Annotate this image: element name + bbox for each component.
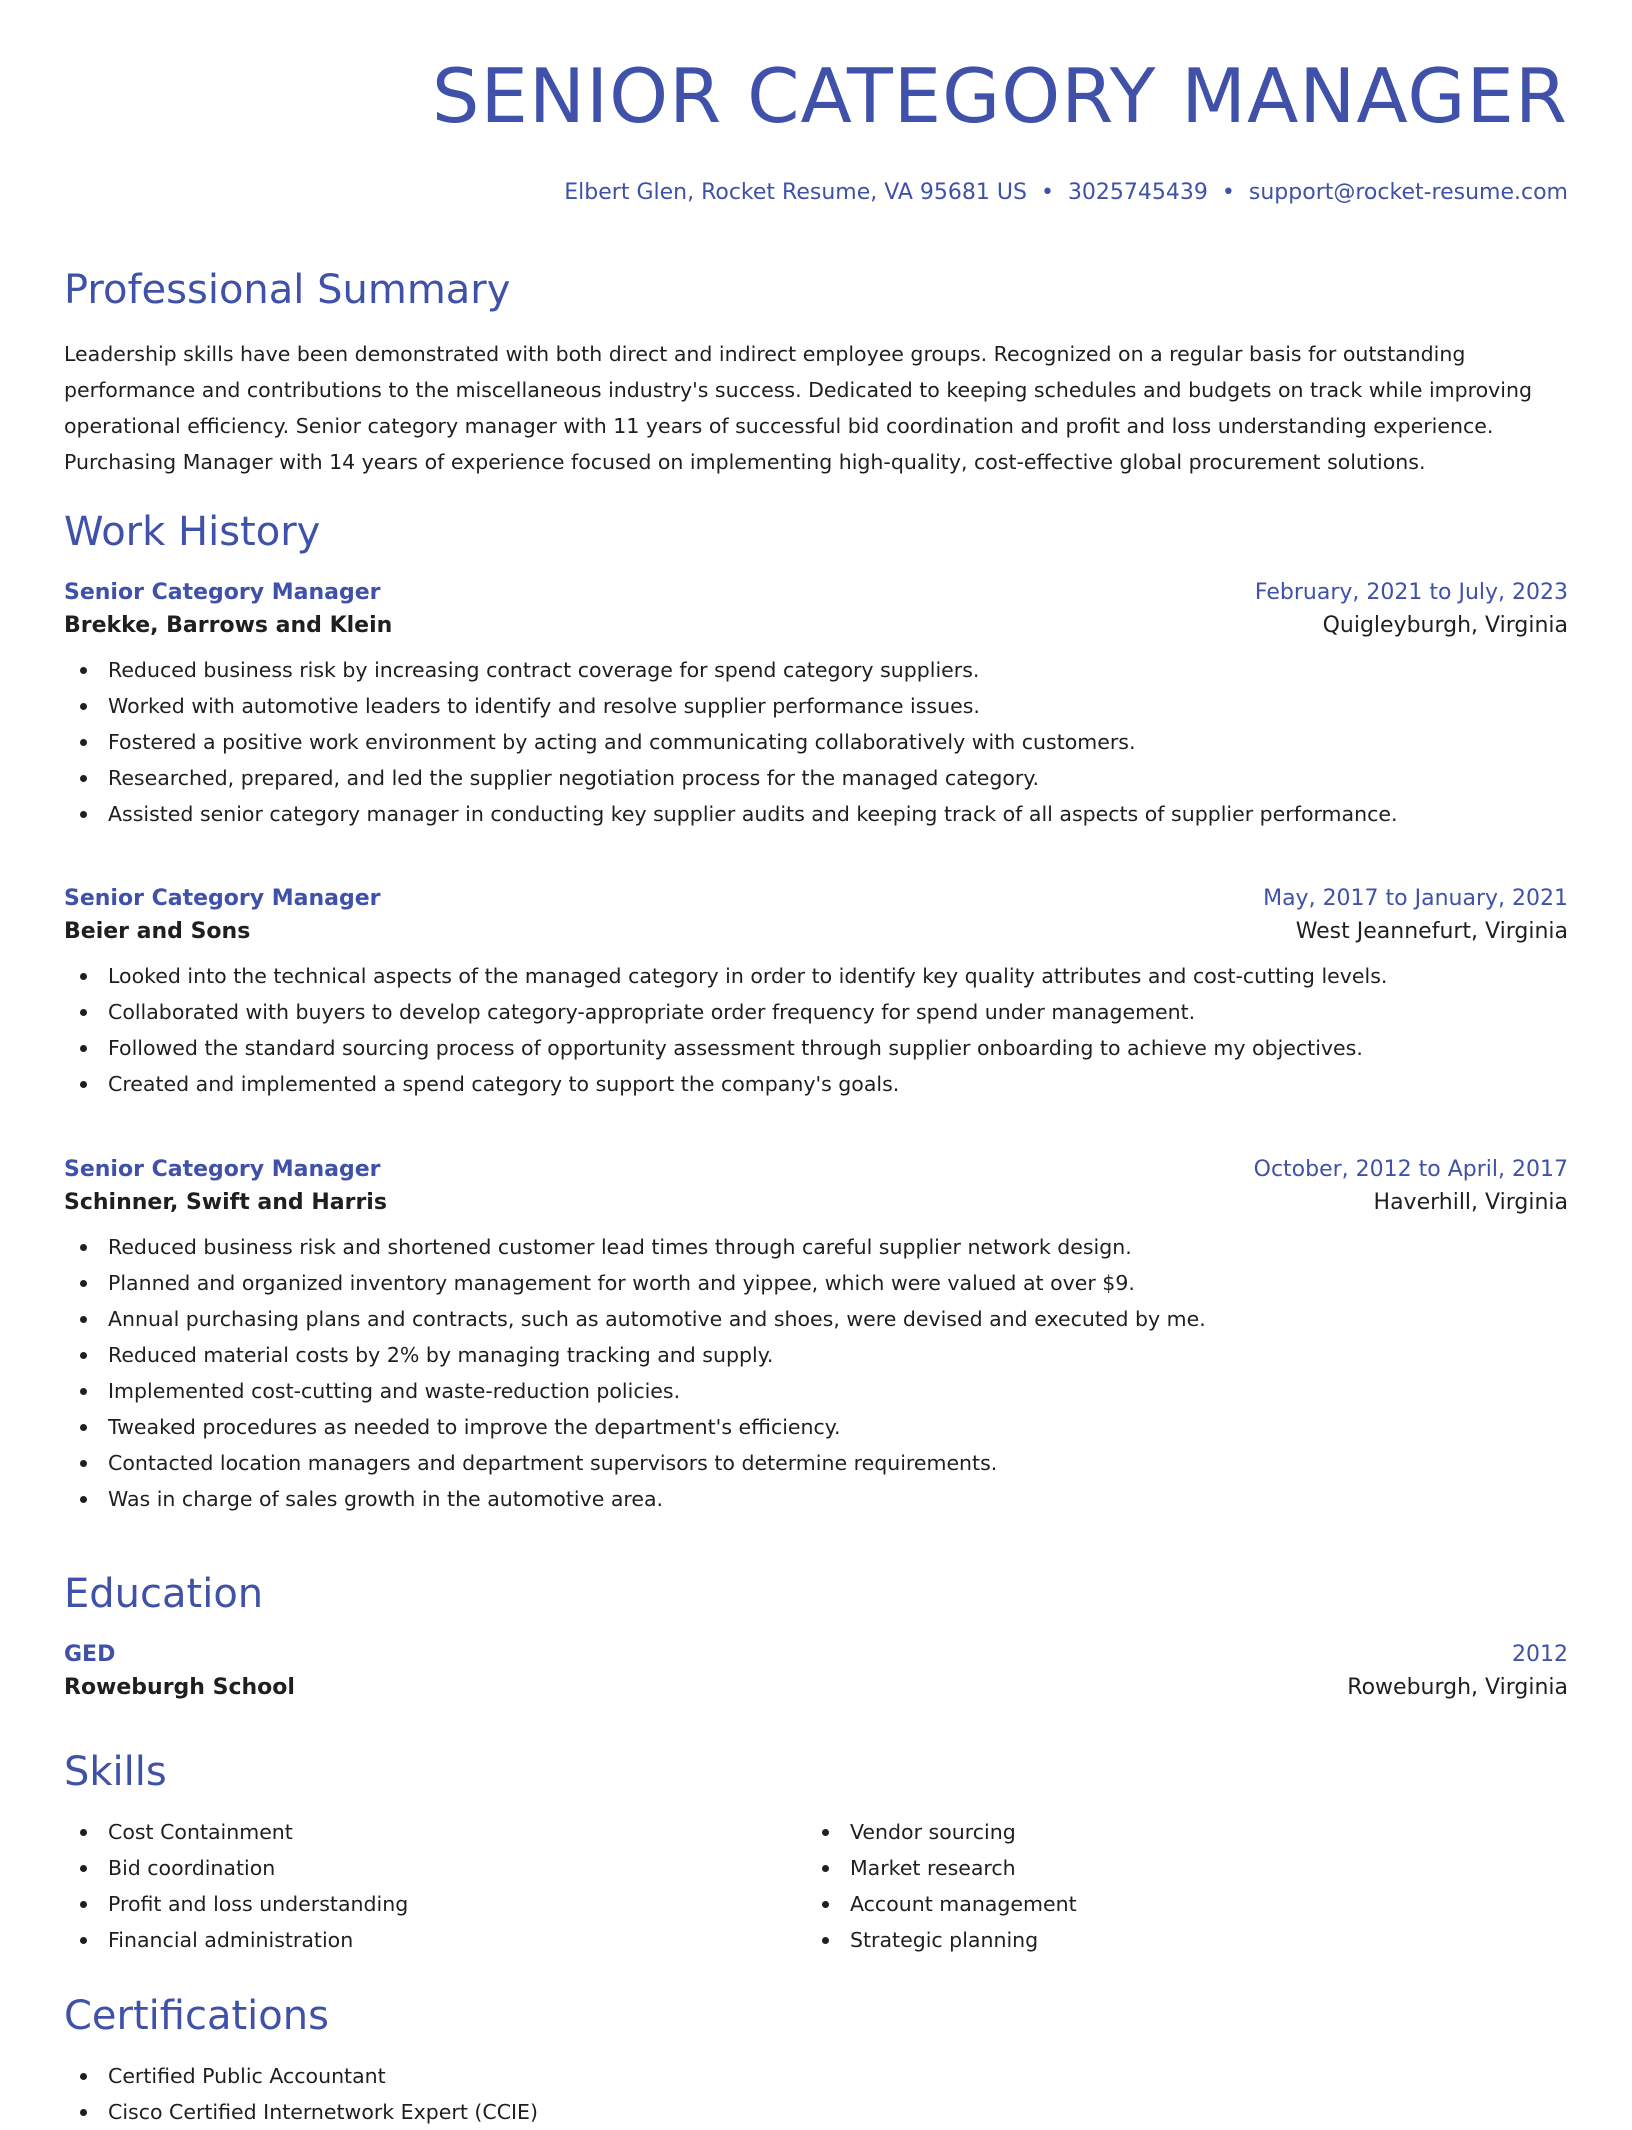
job-entry	[64, 1157, 1568, 1517]
job-employer: Beier and Sons	[64, 919, 251, 944]
job-header-row	[64, 886, 1568, 911]
list-item: Reduced business risk and shortened customer lead times through careful supplier network design.	[64, 1229, 1568, 1265]
job-employer-row	[64, 1190, 1568, 1215]
job-header-row	[64, 1157, 1568, 1182]
summary-text: Leadership skills have been demonstrated with both direct and indirect employee groups. Recognized on a regular basis for outstanding performance and contributions to the miscellaneous industry's success. Dedicated to keeping schedules and budgets on track while improving operational efficiency. Senior category manager with 11 years of successful bid coordination and profit and loss understanding experience. Purchasing Manager with 14 years of experience focused on implementing high-quality, cost-effective global procurement solutions.	[64, 342, 1533, 474]
contact-separator: •	[1221, 180, 1235, 205]
contact-separator: •	[1040, 180, 1054, 205]
job-header-row	[64, 580, 1568, 605]
job-entry	[64, 886, 1568, 1102]
job-title: Senior Category Manager	[64, 886, 381, 911]
candidate-title: SENIOR CATEGORY MANAGER	[431, 52, 1568, 140]
education-section	[64, 1570, 1568, 1700]
list-item: Researched, prepared, and led the supplier negotiation process for the managed category.	[64, 760, 1568, 796]
work-history-section	[64, 508, 1568, 556]
job-title: Senior Category Manager	[64, 1157, 381, 1182]
list-item: Reduced material costs by 2% by managing tracking and supply.	[64, 1337, 1568, 1373]
education-degree: GED	[64, 1642, 116, 1667]
job-employer-row	[64, 613, 1568, 638]
education-location: Roweburgh, Virginia	[1347, 1675, 1568, 1700]
job-location: Haverhill, Virginia	[1373, 1190, 1568, 1215]
education-school-row	[64, 1675, 1568, 1700]
job-bullets	[64, 1229, 1568, 1517]
list-item: Worked with automotive leaders to identify and resolve supplier performance issues.	[64, 688, 1568, 724]
list-item: Tweaked procedures as needed to improve the department's efficiency.	[64, 1409, 1568, 1445]
skill-item: Vendor sourcing	[806, 1814, 1548, 1850]
list-item: Annual purchasing plans and contracts, such as automotive and shoes, were devised and executed by me.	[64, 1301, 1568, 1337]
list-item: Planned and organized inventory management for worth and yippee, which were valued at over $9.	[64, 1265, 1568, 1301]
skills-section	[64, 1748, 1568, 1958]
list-item: Reduced business risk by increasing contract coverage for spend category suppliers.	[64, 652, 1568, 688]
skill-item: Bid coordination	[64, 1850, 806, 1886]
contact-phone: 3025745439	[1067, 180, 1208, 205]
certifications-section	[64, 1992, 1568, 2130]
section-title-education: Education	[64, 1571, 264, 1617]
skills-list-left	[64, 1814, 806, 1958]
list-item: Created and implemented a spend category to support the company's goals.	[64, 1066, 1568, 1102]
contact-line	[64, 180, 1568, 205]
education-header-row	[64, 1642, 1568, 1667]
skill-item: Strategic planning	[806, 1922, 1548, 1958]
skill-item: Cost Containment	[64, 1814, 806, 1850]
list-item: Fostered a positive work environment by acting and communicating collaboratively with customers.	[64, 724, 1568, 760]
job-employer-row	[64, 919, 1568, 944]
list-item: Implemented cost-cutting and waste-reduction policies.	[64, 1373, 1568, 1409]
job-location: Quigleyburgh, Virginia	[1322, 613, 1568, 638]
resume-header	[64, 50, 1568, 205]
certifications-list	[64, 2058, 1568, 2130]
job-bullets	[64, 652, 1568, 832]
list-item: Looked into the technical aspects of the managed category in order to identify key quality attributes and cost-cutting levels.	[64, 958, 1568, 994]
job-dates: May, 2017 to January, 2021	[1263, 886, 1568, 911]
skills-list-right	[806, 1814, 1548, 1958]
education-year: 2012	[1512, 1642, 1568, 1667]
job-dates: October, 2012 to April, 2017	[1253, 1157, 1568, 1182]
job-employer: Schinner, Swift and Harris	[64, 1190, 387, 1215]
contact-address: Elbert Glen, Rocket Resume, VA 95681 US	[564, 180, 1027, 205]
contact-email: support@rocket-resume.com	[1248, 180, 1568, 205]
list-item: Assisted senior category manager in conducting key supplier audits and keeping track of all aspects of supplier performance.	[64, 796, 1568, 832]
certification-item: Cisco Certified Internetwork Expert (CCIE)	[64, 2094, 1568, 2130]
skill-item: Account management	[806, 1886, 1548, 1922]
education-school: Roweburgh School	[64, 1675, 295, 1700]
job-dates: February, 2021 to July, 2023	[1254, 580, 1568, 605]
job-location: West Jeannefurt, Virginia	[1295, 919, 1568, 944]
skill-item: Financial administration	[64, 1922, 806, 1958]
skill-item: Market research	[806, 1850, 1548, 1886]
job-employer: Brekke, Barrows and Klein	[64, 613, 393, 638]
list-item: Contacted location managers and department supervisors to determine requirements.	[64, 1445, 1568, 1481]
job-bullets	[64, 958, 1568, 1102]
section-title-skills: Skills	[64, 1749, 167, 1795]
list-item: Was in charge of sales growth in the automotive area.	[64, 1481, 1568, 1517]
summary-section	[64, 266, 1568, 480]
skills-columns	[64, 1814, 1568, 1958]
list-item: Collaborated with buyers to develop category-appropriate order frequency for spend under management.	[64, 994, 1568, 1030]
job-title: Senior Category Manager	[64, 580, 381, 605]
section-title-work-history: Work History	[64, 509, 321, 555]
list-item: Followed the standard sourcing process of opportunity assessment through supplier onboarding to achieve my objectives.	[64, 1030, 1568, 1066]
job-entry	[64, 580, 1568, 832]
certification-item: Certified Public Accountant	[64, 2058, 1568, 2094]
skill-item: Profit and loss understanding	[64, 1886, 806, 1922]
section-title-summary: Professional Summary	[64, 267, 511, 313]
section-title-certifications: Certifications	[64, 1993, 329, 2039]
